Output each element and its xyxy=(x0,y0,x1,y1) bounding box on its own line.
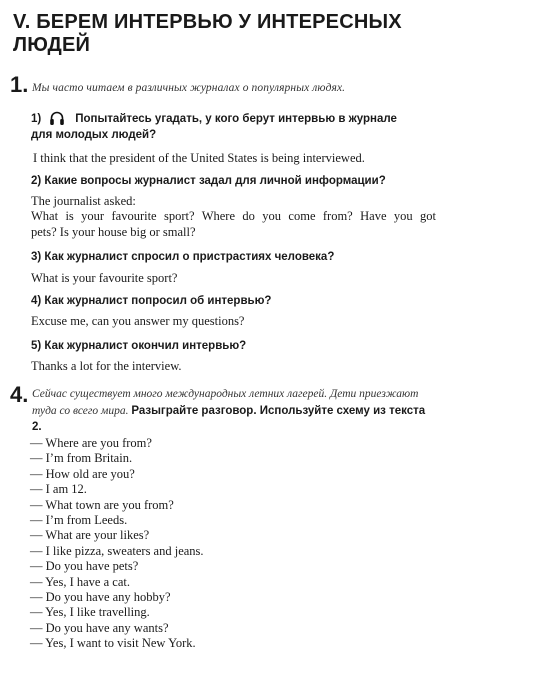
dialog-line: — Yes, I want to visit New York. xyxy=(30,636,196,651)
task-1-number: 1) xyxy=(31,113,42,125)
task-1-answer: I think that the president of the United States is being interviewed. xyxy=(33,151,365,165)
exercise-4-instruction: Разыграйте разговор. Используйте схему из текста 2. xyxy=(32,404,426,433)
dialog-line: — How old are you? xyxy=(30,466,135,481)
task-5-answer: Thanks a lot for the interview. xyxy=(31,359,182,373)
dialog-line: — Yes, I like travelling. xyxy=(30,605,150,620)
task-4-label: 4) Как журналист попросил об интервью? xyxy=(31,295,272,307)
task-2-answer-line1: The journalist asked: xyxy=(31,194,136,208)
dialog-line: — I am 12. xyxy=(30,482,87,497)
task-3-answer: What is your favourite sport? xyxy=(31,271,178,285)
dialog-list xyxy=(30,436,204,652)
task-4-answer: Excuse me, can you answer my questions? xyxy=(31,314,245,328)
dialog-line: — I’m from Britain. xyxy=(30,451,133,466)
dialog-line: — Where are you from? xyxy=(30,436,152,450)
exercise-4-intro-italic: Сейчас существует много международных летних лагерей. Дети приезжают туда со всего мира. xyxy=(32,388,419,417)
dialog-line: — I like pizza, sweaters and jeans. xyxy=(30,543,204,558)
exercise-4-intro xyxy=(32,386,432,436)
exercise-1-intro: Мы часто читаем в различных журналах о популярных людях. xyxy=(32,82,346,94)
exercise-4-number: 4. xyxy=(10,382,29,407)
exercise-1-number: 1. xyxy=(10,72,29,97)
section-heading-line2: ЛЮДЕЙ xyxy=(13,34,91,56)
task-3-label: 3) Как журналист спросил о пристрастиях человека? xyxy=(31,251,335,263)
dialog-line: — What are your likes? xyxy=(30,528,150,543)
dialog-line: — I’m from Leeds. xyxy=(30,513,128,528)
dialog-line: — Do you have any hobby? xyxy=(30,590,171,605)
task-2-answer-line3: pets? Is your house big or small? xyxy=(31,225,196,239)
task-1-text: Попытайтесь угадать, у кого берут интервью в журнале xyxy=(75,113,397,125)
dialog-line: — Yes, I have a cat. xyxy=(30,574,130,589)
section-heading xyxy=(13,11,433,57)
section-heading-line1: V. БЕРЕМ ИНТЕРВЬЮ У ИНТЕРЕСНЫХ xyxy=(13,11,402,33)
dialog-line: — What town are you from? xyxy=(30,497,174,512)
dialog-line: — Do you have pets? xyxy=(30,559,139,574)
task-5-label: 5) Как журналист окончил интервью? xyxy=(31,340,247,352)
task-2-answer-line2: What is your favourite sport? Where do you come from? Have you got xyxy=(31,209,436,223)
task-1-label-line2: для молодых людей? xyxy=(31,129,157,141)
task-2-label: 2) Какие вопросы журналист задал для личной информации? xyxy=(31,175,386,187)
dialog-line: — Do you have any wants? xyxy=(30,620,169,635)
